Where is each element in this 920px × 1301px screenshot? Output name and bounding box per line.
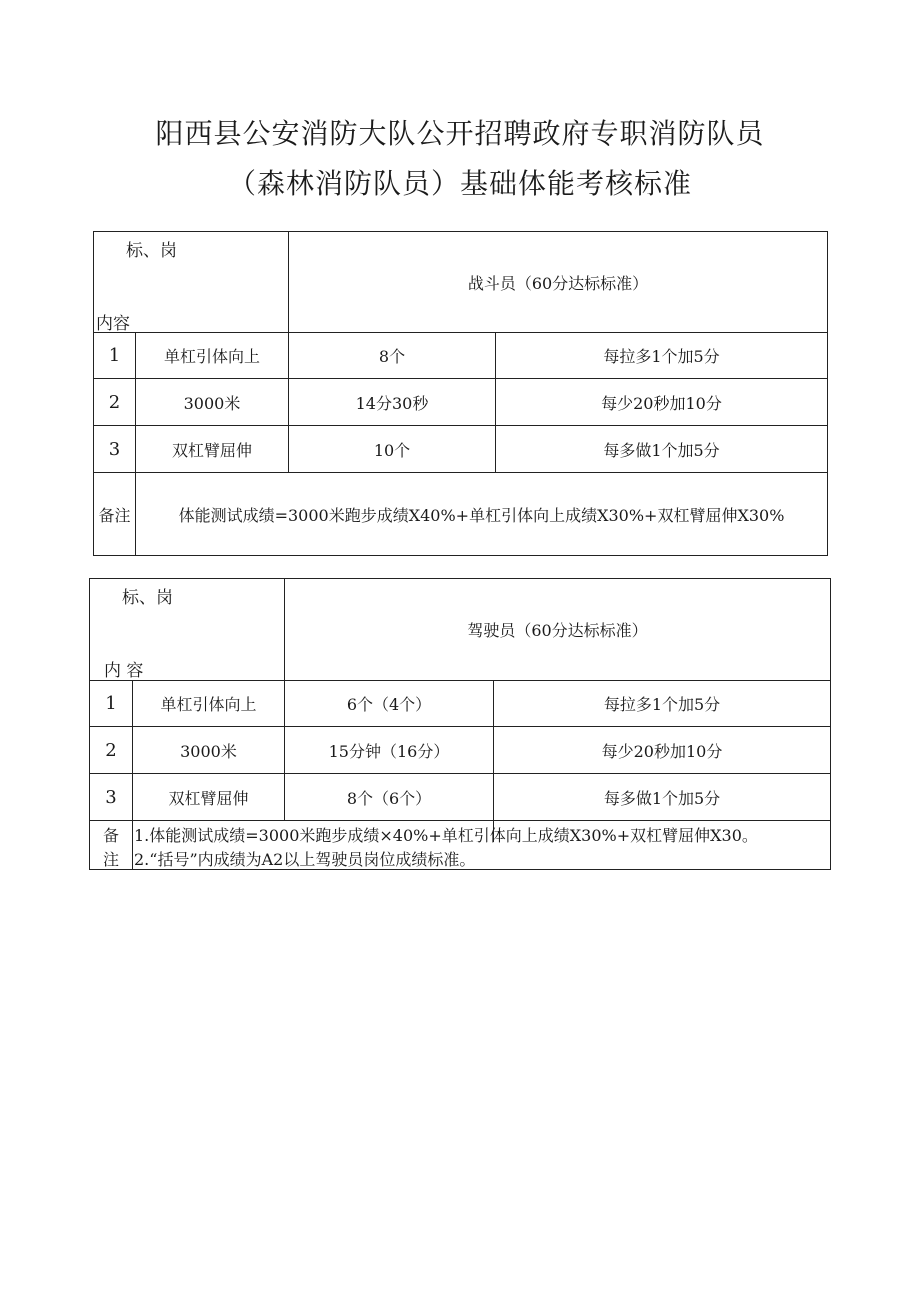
test-item: 单杠引体向上 bbox=[163, 347, 260, 366]
pass-standard: 15分钟（16分） bbox=[328, 741, 450, 761]
test-item: 3000米 bbox=[183, 393, 241, 413]
test-item: 双杠臂屈伸 bbox=[168, 788, 249, 808]
pass-standard: 6个（4个） bbox=[346, 695, 432, 714]
row-number: 2 bbox=[105, 739, 117, 761]
note-label-part-2: 注 bbox=[102, 850, 119, 869]
note-label: 备注 bbox=[98, 505, 131, 525]
bonus-rule: 每多做1个加5分 bbox=[603, 440, 720, 460]
test-item: 双杠臂屈伸 bbox=[171, 440, 252, 460]
pass-standard: 8个 bbox=[378, 347, 406, 366]
document-title-line-2: （森林消防队员）基础体能考核标准 bbox=[227, 167, 692, 200]
row-number: 3 bbox=[105, 786, 117, 808]
corner-header-bottom: 内 容 bbox=[104, 661, 144, 681]
document-title-line-1: 阳西县公安消防大队公开招聘政府专职消防队员 bbox=[155, 117, 765, 150]
test-item: 单杠引体向上 bbox=[160, 695, 257, 714]
test-item: 3000米 bbox=[180, 741, 237, 761]
row-number: 3 bbox=[108, 438, 121, 460]
position-header: 驾驶员（60分达标标准） bbox=[467, 621, 648, 640]
corner-header-top: 标、岗 bbox=[126, 241, 177, 261]
bonus-rule: 每多做1个加5分 bbox=[603, 788, 721, 808]
row-number: 1 bbox=[105, 693, 117, 714]
note-label-part-1: 备 bbox=[102, 826, 119, 845]
note-text: 体能测试成绩=3000米跑步成绩X40%+单杠引体向上成绩X30%+双杠臂屈伸X30% bbox=[178, 505, 785, 525]
fighter-standards-table bbox=[93, 231, 828, 556]
note-line-1: 1.体能测试成绩=3000米跑步成绩×40%+单杠引体向上成绩X30%+双杠臂屈伸X30。 bbox=[134, 826, 758, 845]
bonus-rule: 每拉多1个加5分 bbox=[603, 695, 721, 714]
corner-header-top: 标、岗 bbox=[122, 588, 173, 608]
position-header: 战斗员（60分达标标准） bbox=[467, 273, 649, 293]
row-number: 2 bbox=[108, 391, 121, 413]
note-line-2: 2.“括号”内成绩为A2以上驾驶员岗位成绩标准。 bbox=[134, 850, 476, 869]
bonus-rule: 每少20秒加10分 bbox=[601, 393, 722, 413]
bonus-rule: 每少20秒加10分 bbox=[601, 741, 723, 761]
row-number: 1 bbox=[108, 345, 121, 366]
bonus-rule: 每拉多1个加5分 bbox=[603, 347, 720, 366]
pass-standard: 14分30秒 bbox=[355, 393, 429, 413]
pass-standard: 10个 bbox=[373, 440, 411, 460]
corner-header-bottom: 内容 bbox=[96, 314, 130, 334]
driver-standards-table bbox=[89, 578, 831, 870]
pass-standard: 8个（6个） bbox=[346, 788, 432, 808]
